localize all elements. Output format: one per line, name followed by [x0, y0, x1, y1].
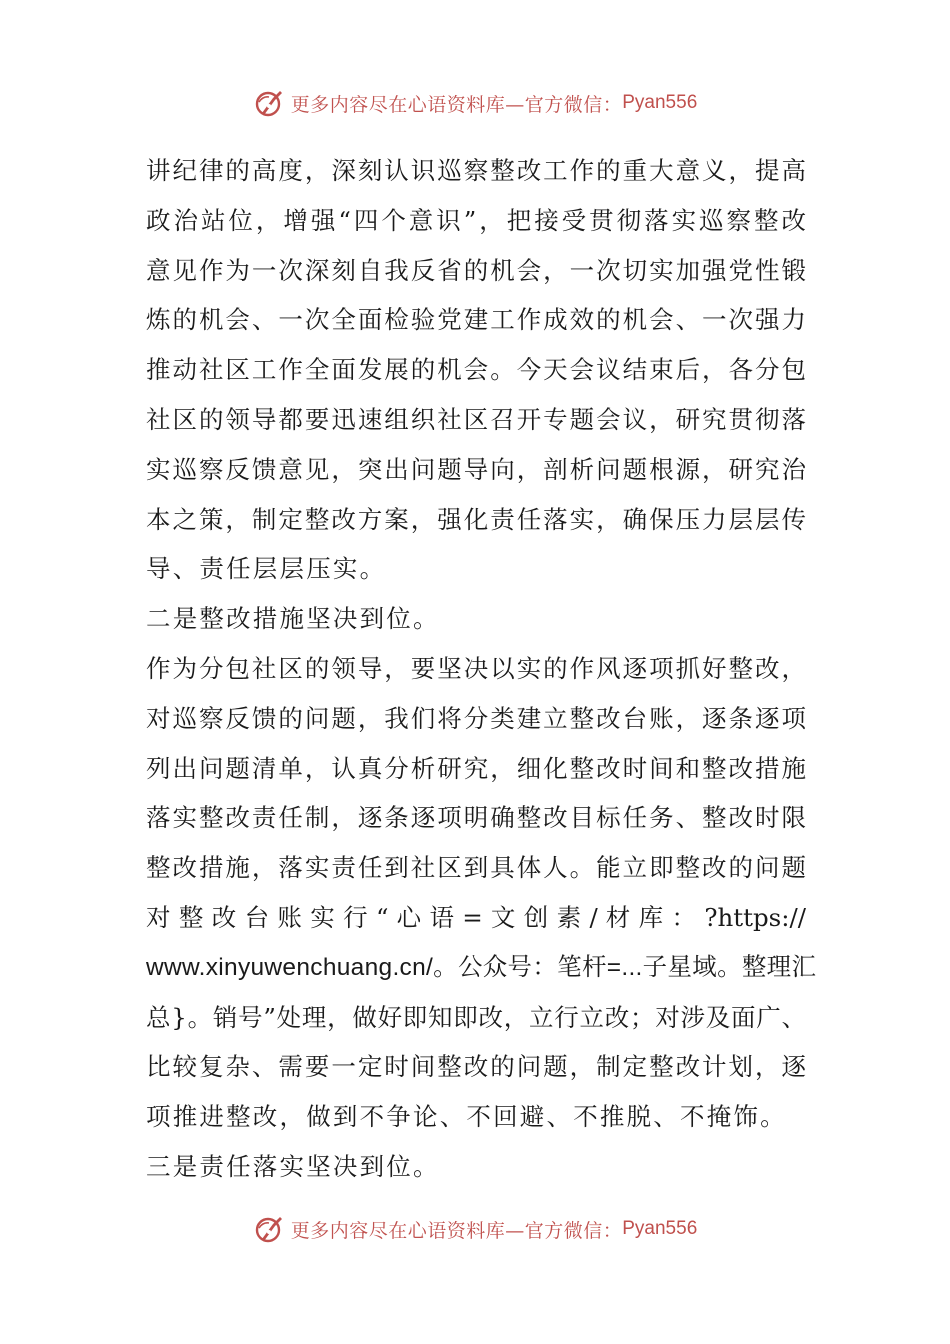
header-banner-text: 更多内容尽在心语资料库—官方微信：: [290, 93, 623, 116]
text-line: 整改措施，落实责任到社区到具体人。能立即整改的问题: [146, 853, 806, 883]
text-line: 实巡察反馈意见，突出问题导向，剖析问题根源，研究治: [146, 454, 806, 484]
text-line: 本之策，制定整改方案，强化责任落实，确保压力层层传: [146, 504, 806, 534]
footer-banner-text: 更多内容尽在心语资料库—官方微信：: [290, 1219, 623, 1242]
text-line: 导、责任层层压实。: [146, 554, 387, 584]
footer-banner: [0, 1209, 950, 1249]
text-line: 炼的机会、一次全面检验党建工作成效的机会、一次强力: [146, 305, 806, 335]
section-heading: 二是整改措施坚决到位。: [146, 604, 440, 634]
text-line: 推动社区工作全面发展的机会。今天会议结束后，各分包: [146, 355, 806, 385]
text-line: 项推进整改，做到不争论、不回避、不推脱、不掩饰。: [146, 1102, 787, 1132]
text-line: www.xinyuwenchuang.cn/。公众号：笔杆=...子星域。整理汇: [146, 953, 817, 981]
text-line: 比较复杂、需要一定时间整改的问题，制定整改计划，逐: [146, 1052, 806, 1082]
text-line: 总}。销号”处理，做好即知即改，立行立改；对涉及面广、: [146, 1002, 806, 1032]
document-body: [146, 146, 817, 1192]
header-banner-contact: Pyan556: [622, 92, 698, 113]
text-line: 讲纪律的高度，深刻认识巡察整改工作的重大意义，提高: [146, 156, 806, 185]
text-line: 政治站位，增强“四个意识”，把接受贯彻落实巡察整改: [146, 205, 806, 235]
pen-nib-circle-icon: [253, 86, 287, 120]
text-line: 对巡察反馈的问题，我们将分类建立整改台账，逐条逐项: [146, 703, 806, 733]
pen-nib-circle-icon: [253, 1212, 287, 1246]
text-line: 落实整改责任制，逐条逐项明确整改目标任务、整改时限: [146, 803, 806, 833]
header-banner: [0, 83, 950, 123]
text-line: 作为分包社区的领导，要坚决以实的作风逐项抓好整改，: [146, 653, 806, 683]
footer-banner-contact: Pyan556: [622, 1218, 698, 1239]
text-line: 列出问题清单，认真分析研究，细化整改时间和整改措施: [146, 753, 806, 783]
text-line: 对 整 改 台 账 实 行 “ 心 语 = 文 创 素 / 材 库 ： ?https://: [146, 902, 806, 932]
text-line: 社区的领导都要迅速组织社区召开专题会议，研究贯彻落: [146, 404, 806, 434]
section-heading: 三是责任落实坚决到位。: [146, 1151, 440, 1181]
text-line: 意见作为一次深刻自我反省的机会，一次切实加强党性锻: [146, 255, 806, 285]
